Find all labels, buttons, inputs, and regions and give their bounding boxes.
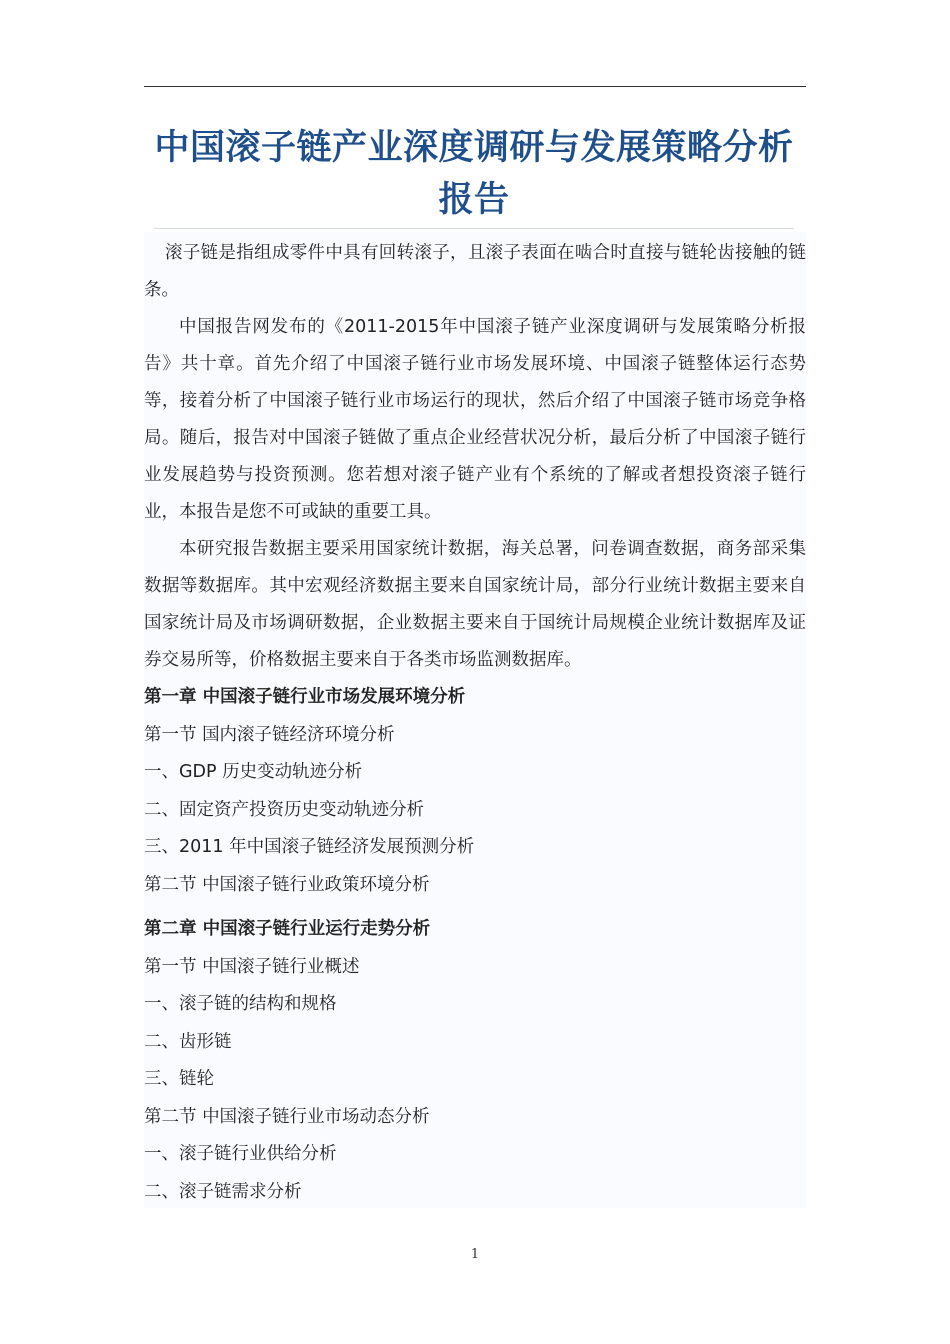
toc-section: 第二节 中国滚子链行业市场动态分析 <box>144 1106 430 1127</box>
toc-item: 三、链轮 <box>144 1069 214 1089</box>
document-body <box>144 232 806 1208</box>
toc-item: 一、滚子链的结构和规格 <box>144 994 337 1014</box>
toc-item: 三、2011 年中国滚子链经济发展预测分析 <box>144 837 475 857</box>
summary-paragraph: 中国报告网发布的《2011-2015年中国滚子链产业深度调研与发展策略分析报告》共十章。首先介绍了中国滚子链行业市场发展环境、中国滚子链整体运行态势等，接着分析了中国滚子链行业市场运行的现状，然后介绍了中国滚子链市场竞争格局。随后，报告对中国滚子链做了重点企业经营状况分析，最后分析了中国滚子链行业发展趋势与投资预测。您若想对滚子链产业有个系统的了解或者想投资滚子链行业，本报告是您不可或缺的重要工具。 <box>144 317 806 522</box>
toc-item: 二、滚子链需求分析 <box>144 1181 302 1202</box>
toc-item: 二、齿形链 <box>144 1031 232 1052</box>
header-rule <box>144 86 806 87</box>
intro-paragraph: 滚子链是指组成零件中具有回转滚子，且滚子表面在啮合时直接与链轮齿接触的链条。 <box>144 243 806 300</box>
toc-section: 第一节 中国滚子链行业概述 <box>144 956 360 977</box>
data-source-paragraph: 本研究报告数据主要采用国家统计数据，海关总署，问卷调查数据，商务部采集数据等数据库。其中宏观经济数据主要来自国家统计局，部分行业统计数据主要来自国家统计局及市场调研数据，企业数据主要来自于国统计局规模企业统计数据库及证券交易所等，价格数据主要来自于各类市场监测数据库。 <box>144 539 806 670</box>
document-title: 中国滚子链产业深度调研与发展策略分析报告 <box>154 128 794 220</box>
toc-item: 一、GDP 历史变动轨迹分析 <box>144 762 363 782</box>
page-number: 1 <box>470 1247 480 1262</box>
table-of-contents <box>144 679 806 1211</box>
toc-chapter: 第一章 中国滚子链行业市场发展环境分析 <box>144 687 466 707</box>
toc-item: 二、固定资产投资历史变动轨迹分析 <box>144 799 424 820</box>
toc-section: 第一节 国内滚子链经济环境分析 <box>144 724 395 745</box>
toc-item: 一、滚子链行业供给分析 <box>144 1144 337 1164</box>
toc-section: 第二节 中国滚子链行业政策环境分析 <box>144 874 430 895</box>
toc-chapter: 第二章 中国滚子链行业运行走势分析 <box>144 919 431 939</box>
title-block <box>154 110 794 229</box>
